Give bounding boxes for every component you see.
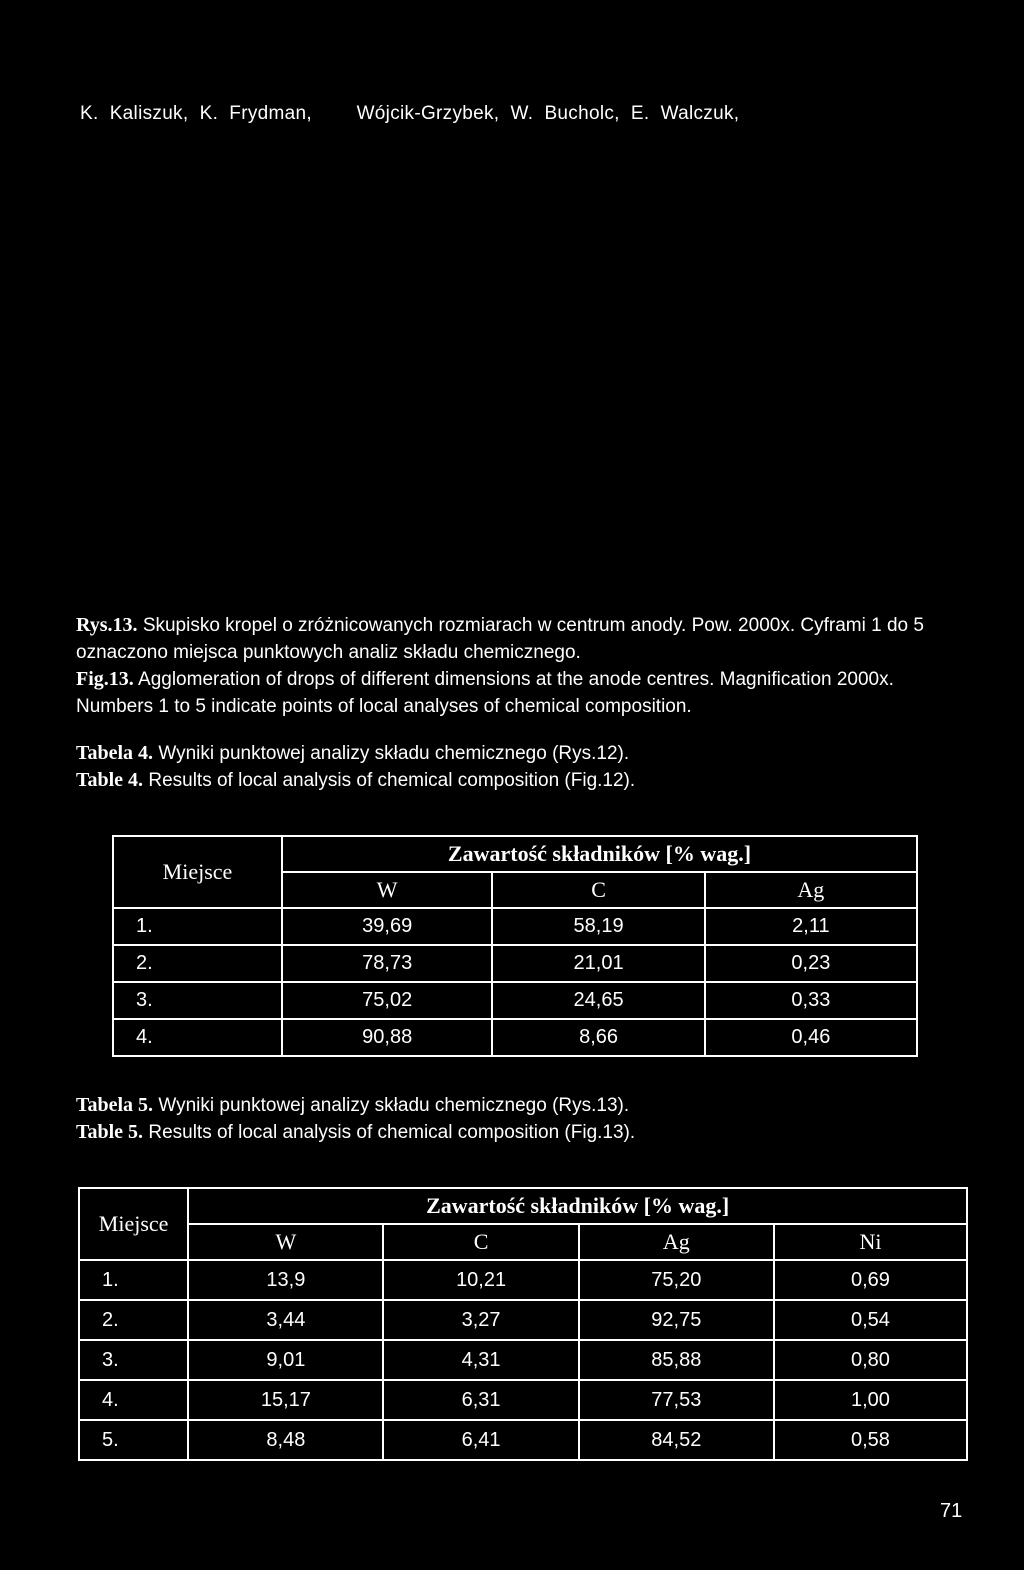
table-cell: 3. — [113, 982, 282, 1019]
table-cell: 0,23 — [705, 945, 917, 982]
table5-caption-pl — [76, 1092, 976, 1119]
table-cell: 3. — [79, 1340, 188, 1380]
table5-col-group: Zawartość składników [% wag.] — [188, 1188, 967, 1224]
table-cell: 8,48 — [188, 1420, 383, 1460]
table5-col-place: Miejsce — [79, 1188, 188, 1260]
table-row — [113, 982, 917, 1019]
table-cell: 0,33 — [705, 982, 917, 1019]
table4-title-pl: Wyniki punktowej analizy składu chemicznego (Rys.12). — [158, 743, 630, 764]
table-cell: 58,19 — [492, 908, 704, 945]
figure-caption-en — [76, 666, 976, 720]
table-cell: 13,9 — [188, 1260, 383, 1300]
table4-label-en: Table 4. — [76, 769, 144, 791]
table-row — [79, 1260, 967, 1300]
figure-caption — [76, 612, 976, 720]
table5-title-en: Results of local analysis of chemical composition (Fig.13). — [148, 1122, 636, 1143]
table4-caption-en — [76, 767, 976, 794]
table-cell: 24,65 — [492, 982, 704, 1019]
table-cell: 3,27 — [383, 1300, 578, 1340]
table5-col-c: C — [383, 1224, 578, 1260]
table-cell: 77,53 — [579, 1380, 774, 1420]
table-cell: 6,31 — [383, 1380, 578, 1420]
table-cell: 90,88 — [282, 1019, 492, 1056]
page-number: 71 — [940, 1500, 963, 1522]
table-cell: 75,02 — [282, 982, 492, 1019]
table5-caption — [76, 1092, 976, 1146]
table5-col-ni: Ni — [774, 1224, 967, 1260]
table-row — [113, 908, 917, 945]
table-cell: 0,58 — [774, 1420, 967, 1460]
table-cell: 8,66 — [492, 1019, 704, 1056]
table-cell: 6,41 — [383, 1420, 578, 1460]
table-cell: 1. — [79, 1260, 188, 1300]
table5 — [78, 1187, 968, 1461]
table-cell: 0,54 — [774, 1300, 967, 1340]
table4-col-c: C — [492, 872, 704, 908]
table-cell: 5. — [79, 1420, 188, 1460]
table-cell: 21,01 — [492, 945, 704, 982]
table5-col-w: W — [188, 1224, 383, 1260]
table-cell: 4,31 — [383, 1340, 578, 1380]
table-row — [79, 1340, 967, 1380]
table-row — [79, 1300, 967, 1340]
table5-label-en: Table 5. — [76, 1121, 144, 1143]
table-cell: 1. — [113, 908, 282, 945]
running-header-authors: K. Kaliszuk, K. Frydman, Wójcik-Grzybek, W. Bucholc, E. Walczuk, — [80, 103, 740, 124]
table4-title-en: Results of local analysis of chemical composition (Fig.12). — [148, 770, 636, 791]
table4-label-pl: Tabela 4. — [76, 742, 154, 764]
table-row — [113, 945, 917, 982]
table-cell: 0,80 — [774, 1340, 967, 1380]
table-cell: 15,17 — [188, 1380, 383, 1420]
table4-col-group: Zawartość składników [% wag.] — [282, 836, 917, 872]
table-cell: 85,88 — [579, 1340, 774, 1380]
figure-label-pl: Rys.13. — [76, 614, 138, 636]
table-cell: 4. — [79, 1380, 188, 1420]
figure-label-en: Fig.13. — [76, 668, 134, 690]
table-cell: 0,69 — [774, 1260, 967, 1300]
table-cell: 78,73 — [282, 945, 492, 982]
table4 — [112, 835, 918, 1057]
table-cell: 2. — [79, 1300, 188, 1340]
table-cell: 2,11 — [705, 908, 917, 945]
table-cell: 3,44 — [188, 1300, 383, 1340]
table-cell: 4. — [113, 1019, 282, 1056]
table-cell: 9,01 — [188, 1340, 383, 1380]
table4-col-w: W — [282, 872, 492, 908]
table-cell: 0,46 — [705, 1019, 917, 1056]
table-cell: 2. — [113, 945, 282, 982]
table-cell: 39,69 — [282, 908, 492, 945]
table-cell: 84,52 — [579, 1420, 774, 1460]
table-row — [79, 1380, 967, 1420]
figure-text-pl: Skupisko kropel o zróżnicowanych rozmiarach w centrum anody. Pow. 2000x. Cyframi 1 do 5 oznaczono miejsca punktowych analiz składu chemicznego. — [76, 615, 924, 663]
table4-caption — [76, 740, 976, 794]
table-cell: 1,00 — [774, 1380, 967, 1420]
table5-col-ag: Ag — [579, 1224, 774, 1260]
table-cell: 75,20 — [579, 1260, 774, 1300]
table5-title-pl: Wyniki punktowej analizy składu chemicznego (Rys.13). — [158, 1095, 630, 1116]
table5-caption-en — [76, 1119, 976, 1146]
table-cell: 92,75 — [579, 1300, 774, 1340]
figure-caption-pl — [76, 612, 976, 666]
table-row — [79, 1420, 967, 1460]
table4-col-ag: Ag — [705, 872, 917, 908]
table4-col-place: Miejsce — [113, 836, 282, 908]
figure-image-area — [76, 140, 976, 600]
table4-caption-pl — [76, 740, 976, 767]
table5-label-pl: Tabela 5. — [76, 1094, 154, 1116]
figure-text-en: Agglomeration of drops of different dimensions at the anode centres. Magnification 2000x. Numbers 1 to 5 indicate points of local analyses of chemical composition. — [76, 669, 894, 717]
table-cell: 10,21 — [383, 1260, 578, 1300]
table-row — [113, 1019, 917, 1056]
